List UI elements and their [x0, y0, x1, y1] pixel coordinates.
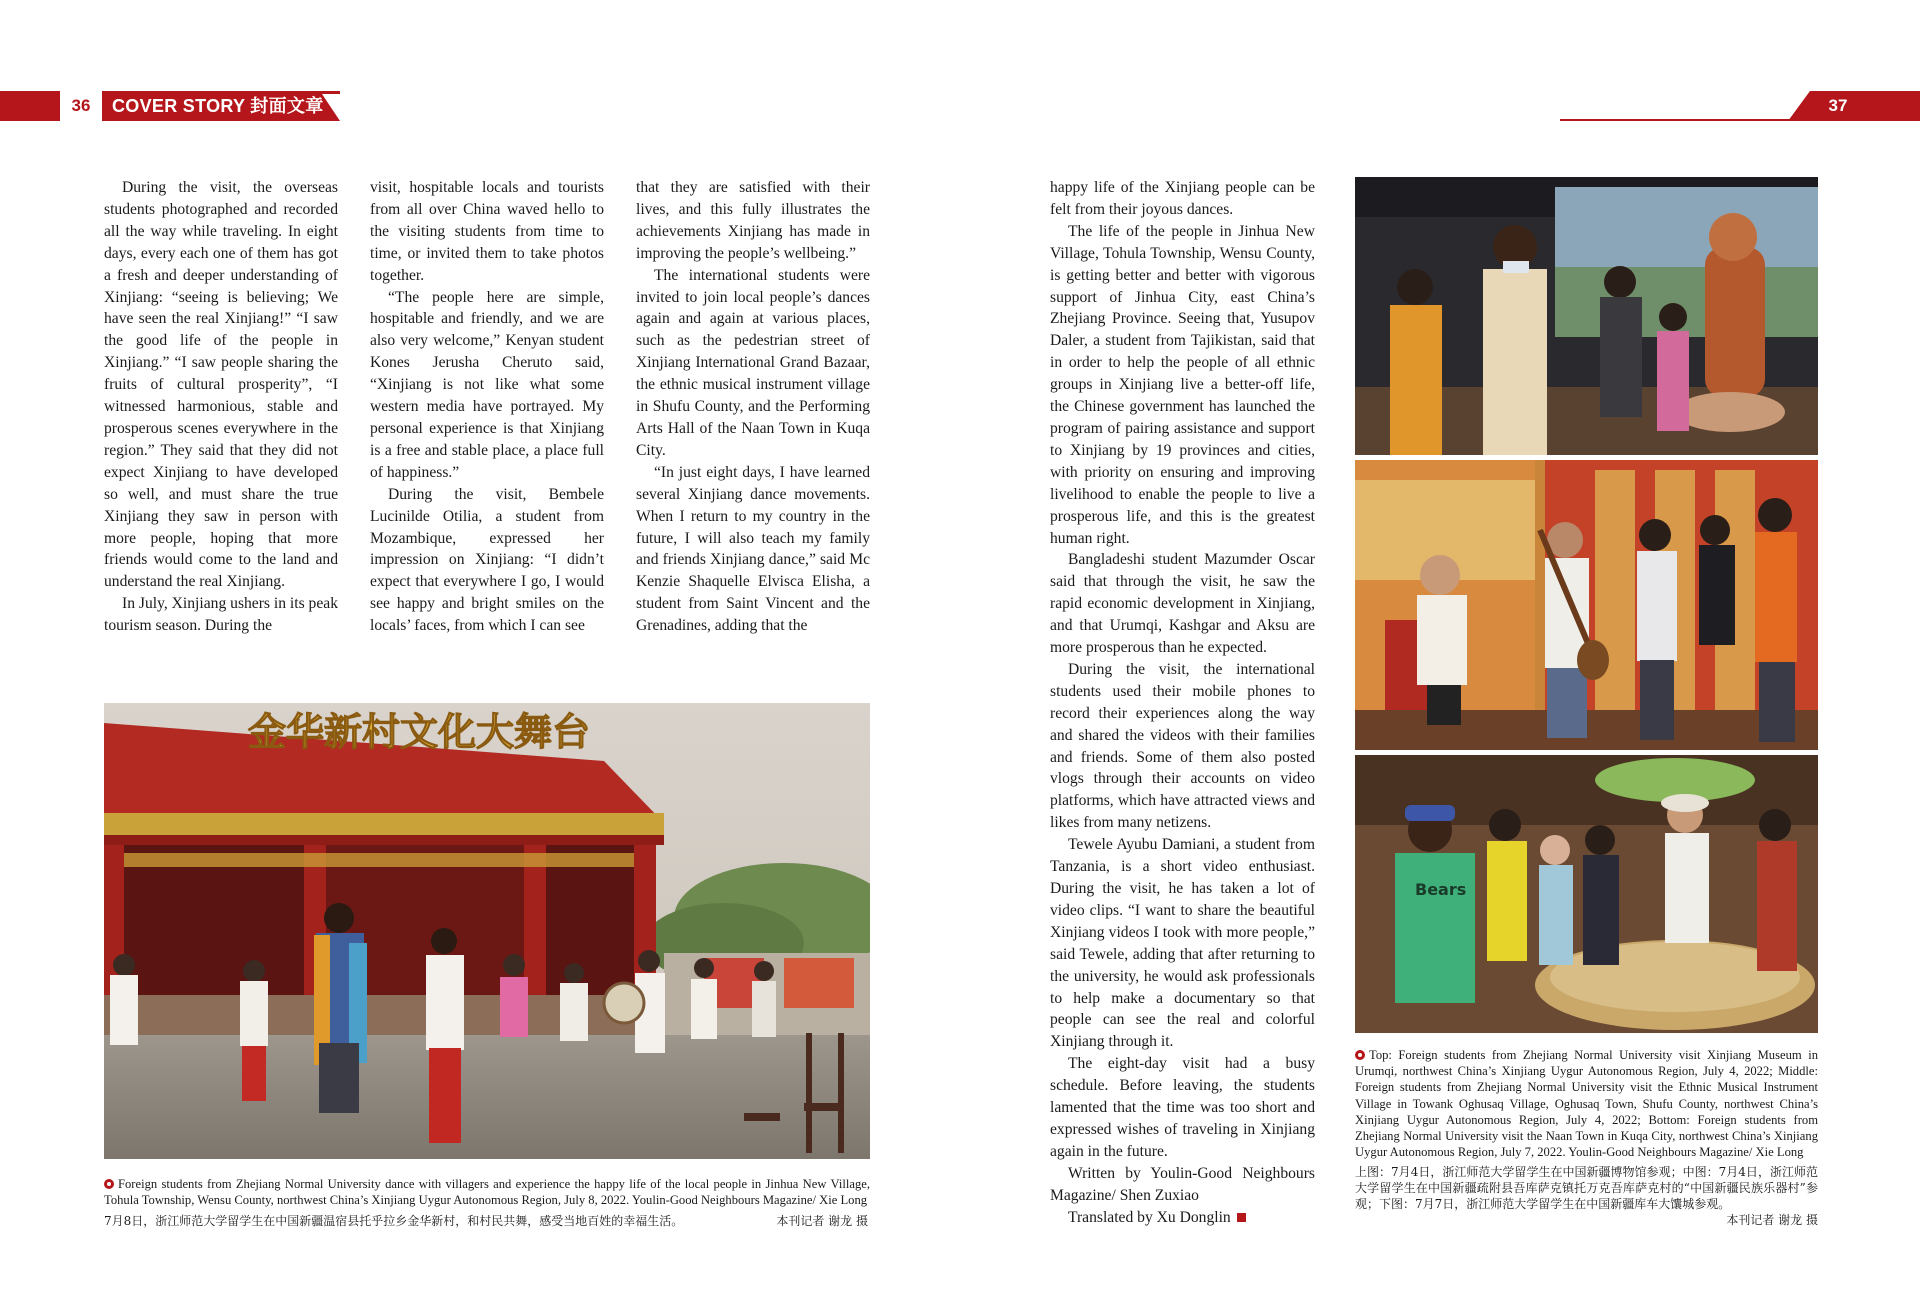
- photo-museum-visit: [1355, 177, 1818, 455]
- stage-sign: [248, 703, 590, 755]
- stage-sign-text: 金华新村文化大舞台: [247, 710, 591, 754]
- paragraph: “In just eight days, I have learned several Xinjiang dance movements. When I return to my country in the future, I will also teach my family and friends Xinjiang dance,” said Mc Kenzie Shaquelle Elvisca Elisha, a student from Saint Vincent and the Grenadines, adding that the: [636, 463, 870, 635]
- paragraph: The eight-day visit had a busy schedule. Before leaving, the students lamented that the time was too short and expressed wishes of traveling in Xinjiang again in the future.: [1050, 1055, 1315, 1160]
- paragraph: visit, hospitable locals and tourists from all over China waved hello to the visiting students from time to time, or invited them to take photos together.: [370, 179, 604, 284]
- text-column-4: [1050, 177, 1315, 1229]
- photo-caption-english: [104, 1176, 870, 1208]
- caption-zh-text: 上图：7月4日，浙江师范大学留学生在中国新疆博物馆参观；中图：7月4日，浙江师范大学留学生在中国新疆疏附县吾库萨克镇托万克吾库萨克村的“中国新疆民族乐器村”参观；下图：7月7日，浙江师范大学留学生在中国新疆库车大馕城参观。: [1355, 1165, 1818, 1211]
- text-column-3: [636, 177, 870, 637]
- paragraph: happy life of the Xinjiang people can be felt from their joyous dances.: [1050, 179, 1315, 218]
- photo-instrument-village: [1355, 460, 1818, 750]
- written-by: Written by Youlin-Good Neighbours Magazine/ Shen Zuxiao: [1050, 1164, 1315, 1204]
- paragraph: During the visit, the overseas students photographed and recorded all the way while traveling. In eight days, every each one of them has got a fresh and deeper understanding of Xinjiang: “seeing is believing; We have seen the real Xinjiang!” “I saw the good life of the people in Xinjiang.” “I saw people sharing the fruits of cultural prosperity”, “I witnessed harmonious, stable and prosperous scenes everywhere in the region.” They said that they did not expect Xinjiang to have developed so well, and must share the true Xinjiang they saw in person with more people, hoping that more friends would come to the land and understand the real Xinjiang.: [104, 179, 338, 591]
- paragraph: In July, Xinjiang ushers in its peak tourism season. During the: [104, 595, 338, 635]
- end-mark-icon: [1237, 1213, 1246, 1222]
- photo-naan-town: [1355, 755, 1818, 1033]
- camera-icon: [1355, 1050, 1365, 1060]
- paragraph: During the visit, the international students used their mobile phones to record their experiences along the way and shared the videos with their families and friends. Some of them also posted vlogs through their accounts on video platforms, which have attracted views and likes from many netizens.: [1050, 660, 1315, 832]
- photo-stack-caption-english: [1355, 1047, 1818, 1160]
- paragraph: Bangladeshi student Mazumder Oscar said that through the visit, he saw the rapid economic development in Xinjiang, and that Urumqi, Kashgar and Aksu are more prosperous than he expected.: [1050, 551, 1315, 657]
- photo-village-dance: [104, 703, 870, 1159]
- paragraph: The international students were invited to join local people’s dances again and again at various places, such as the pedestrian street of Xinjiang International Grand Bazaar, the ethnic musical instrument village in Shufu County, and the Performing Arts Hall of the Naan Town in Kuqa City.: [636, 266, 870, 459]
- paragraph: Tewele Ayubu Damiani, a student from Tanzania, is a short video enthusiast. During the visit, he has taken a lot of video clips. “I want to share the beautiful Xinjiang videos I took with more people,” said Tewele, adding that after returning to the university, he would ask professionals to help make a documentary so that people can see the real and colorful Xinjiang through it.: [1050, 836, 1315, 1051]
- photo-credit-zh: 本刊记者 谢龙 摄: [1726, 1213, 1818, 1227]
- paragraph: that they are satisfied with their lives, and this fully illustrates the achievements Xinjiang has made in improving the people’s wellbeing.”: [636, 179, 870, 262]
- camera-icon: [104, 1179, 114, 1189]
- caption-text: Foreign students from Zhejiang Normal University dance with villagers and experience the happy life of the local people in Jinhua New Village, Tohula Township, Wensu County, northwest China’s Xinjiang Uygur Autonomous Region, July 8, 2022. Youlin-Good Neighbours Magazine/ Xie Long: [104, 1177, 870, 1208]
- paragraph: “The people here are simple, hospitable and friendly, and we are also very welcome,” Kenyan student Kones Jerusha Cheruto said, “Xinjiang is not like what some western media have portrayed. My personal experience is that Xinjiang is a free and stable place, a place full of happiness.”: [370, 288, 604, 481]
- translated-by: Translated by Xu Donglin: [1050, 1207, 1315, 1229]
- photo-credit-zh: 本刊记者 谢龙 摄: [776, 1214, 868, 1228]
- text-column-1: [104, 177, 338, 637]
- text-column-2: [370, 177, 604, 637]
- caption-zh-text: 7月8日，浙江师范大学留学生在中国新疆温宿县托乎拉乡金华新村，和村民共舞，感受当地百姓的幸福生活。: [104, 1214, 684, 1228]
- photo-stack-caption-chinese: [1355, 1164, 1818, 1228]
- article-credits: [1050, 1163, 1315, 1229]
- paragraph: The life of the people in Jinhua New Village, Tohula Township, Wensu County, is getting better and better with vigorous support of Jinhua City, east China’s Zhejiang Province. Seeing that, Yusupov Daler, a student from Tajikistan, said that in order to help the people of all ethnic groups in Xinjiang live a better-off life, the Chinese government has launched the program of pairing assistance and support to Xinjiang by 19 provinces and cities, with priority on ensuring and improving livelihood to enable the people to live a prosperous life, and this is the greatest human right.: [1050, 222, 1315, 547]
- section-title: COVER STORY 封面文章: [112, 96, 324, 116]
- paragraph: During the visit, Bembele Lucinilde Otilia, a student from Mozambique, expressed her impression on Xinjiang: “I didn’t expect that everywhere I go, I would see happy and bright smiles on the locals’ faces, from which I can see: [370, 485, 604, 635]
- photo-caption-chinese: [104, 1213, 870, 1229]
- page-number-right: 37: [1828, 96, 1848, 115]
- page-number-left: 36: [60, 91, 102, 121]
- tshirt-text: Bears: [1415, 880, 1467, 899]
- caption-text: Top: Foreign students from Zhejiang Normal University visit Xinjiang Museum in Urumqi, northwest China’s Xinjiang Uygur Autonomous Region, July 4, 2022; Middle: Foreign students from Zhejiang Normal University visit the Ethnic Musical Instrument Village in Towank Oghusaq Village, Oghusaq Town, Shufu County, northwest China’s Xinjiang Uygur Autonomous Region, July 4, 2022; Bottom: Foreign students from Zhejiang Normal University visit the Naan Town in Kuqa City, northwest China’s Xinjiang Uygur Autonomous Region, July 7, 2022. Youlin-Good Neighbours Magazine/ Xie Long: [1355, 1048, 1818, 1160]
